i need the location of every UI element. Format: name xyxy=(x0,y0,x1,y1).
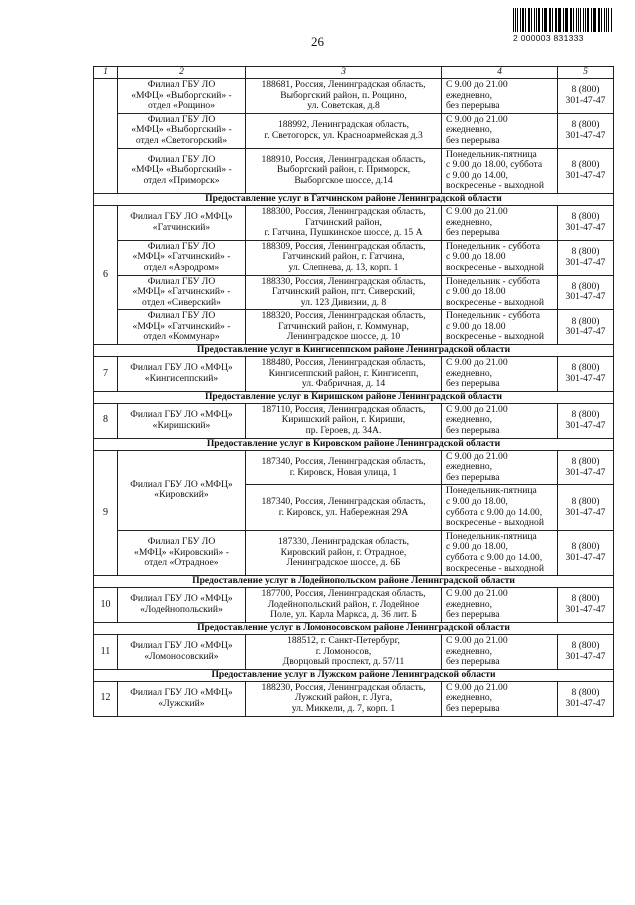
section-heading: Предоставление услуг в Кировском районе Ленинградской области xyxy=(94,438,614,450)
row-number: 8 xyxy=(94,403,118,438)
schedule xyxy=(442,240,558,275)
column-header: 3 xyxy=(246,67,442,79)
phone-line: 8 (800) xyxy=(571,211,600,223)
section-row xyxy=(94,438,614,450)
schedule-line: С 9.00 до 21.00 xyxy=(446,113,508,125)
branch-name xyxy=(118,681,246,716)
address-line: ул. Слепнева, д. 13, корп. 1 xyxy=(288,261,399,273)
address-line: Ленинградское шоссе, д. 10 xyxy=(286,331,401,343)
column-header: 4 xyxy=(442,67,558,79)
schedule xyxy=(442,357,558,392)
table-header-row xyxy=(94,67,614,79)
address-line: 188992, Ленинградская область, xyxy=(277,119,410,131)
row-number: 11 xyxy=(94,634,118,669)
branch-name-line: «Лужский» xyxy=(158,697,205,709)
address xyxy=(246,634,442,669)
table-row xyxy=(94,148,614,193)
schedule-line: С 9.00 до 21.00 xyxy=(446,634,508,646)
address xyxy=(246,530,442,575)
phone-line: 8 (800) xyxy=(571,640,600,652)
phone-line: 301-47-47 xyxy=(565,129,606,141)
address-line: Поле, ул. Карла Маркса, д. 36 лит. Б xyxy=(270,609,417,621)
row-number: 7 xyxy=(94,357,118,392)
address xyxy=(246,275,442,310)
phone-line: 8 (800) xyxy=(571,541,600,553)
phone-line: 301-47-47 xyxy=(565,604,606,616)
address-line: 188512, г. Санкт-Петербург, xyxy=(287,634,400,646)
phone xyxy=(558,681,614,716)
address-line: Кингисеппский район, г. Кингисепп, xyxy=(268,367,419,379)
address-line: г. Кировск, Новая улица, 1 xyxy=(289,466,398,478)
phone-line: 301-47-47 xyxy=(565,650,606,662)
address-line: 188300, Россия, Ленинградская область, xyxy=(261,205,426,217)
branch-name-line: «МФЦ» «Гатчинский» - xyxy=(132,320,231,332)
address xyxy=(246,485,442,530)
schedule-line: Понедельник-пятница xyxy=(446,148,537,160)
schedule-line: с 9.00 до 18.00, xyxy=(446,496,508,507)
phone xyxy=(558,113,614,148)
branch-name-line: «Кировский» xyxy=(154,489,209,501)
schedule-line: без перерыва xyxy=(446,100,500,112)
section-heading: Предоставление услуг в Гатчинском районе Ленинградской области xyxy=(94,193,614,205)
schedule-line: с 9.00 до 18.00 xyxy=(446,320,506,332)
phone-line: 301-47-47 xyxy=(565,291,606,303)
schedule-line: без перерыва xyxy=(446,609,500,621)
address-line: Выборгский район, п. Рощино, xyxy=(280,89,407,101)
branch-name-line: «МФЦ» «Выборгский» - xyxy=(131,89,232,101)
phone-line: 301-47-47 xyxy=(565,697,606,709)
schedule-line: ежедневно, xyxy=(446,124,493,136)
branch-name-line: Филиал ГБУ ЛО «МФЦ» xyxy=(130,593,233,605)
table-row xyxy=(94,403,614,438)
address-line: 187330, Ленинградская область, xyxy=(277,536,410,548)
branch-name xyxy=(118,205,246,240)
phone xyxy=(558,310,614,345)
schedule-line: без перерыва xyxy=(446,227,500,239)
phone xyxy=(558,205,614,240)
address-line: Кировский район, г. Отрадное, xyxy=(280,546,407,558)
address-line: 188910, Россия, Ленинградская область, xyxy=(261,153,426,165)
schedule xyxy=(442,450,558,485)
table-row xyxy=(94,275,614,310)
schedule-line: без перерыва xyxy=(446,425,500,437)
schedule-line: ежедневно, xyxy=(446,692,493,704)
phone xyxy=(558,634,614,669)
address-line: 188230, Россия, Ленинградская область, xyxy=(261,681,426,693)
phone xyxy=(558,403,614,438)
schedule-line: С 9.00 до 21.00 xyxy=(446,79,508,90)
column-header: 1 xyxy=(94,67,118,79)
branch-name-line: Филиал ГБУ ЛО «МФЦ» xyxy=(130,478,233,490)
schedule-line: с 9.00 до 14.00, xyxy=(446,169,508,181)
branch-name-line: «Киришский» xyxy=(152,419,211,431)
schedule xyxy=(442,79,558,114)
branch-name-line: Филиал ГБУ ЛО «МФЦ» xyxy=(130,362,233,374)
schedule-line: воскресенье - выходной xyxy=(446,562,544,574)
address-line: г. Кировск, ул. Набережная 29А xyxy=(278,506,409,518)
branch-name-line: отдел «Светогорский» xyxy=(135,134,228,146)
schedule-line: с 9.00 до 18.00, xyxy=(446,541,508,553)
address-line: 188309, Россия, Ленинградская область, xyxy=(261,240,426,252)
column-header: 2 xyxy=(118,67,246,79)
table-row xyxy=(94,357,614,392)
branch-name xyxy=(118,530,246,575)
schedule-line: без перерыва xyxy=(446,656,500,668)
address-line: ул. 123 Дивизии, д. 8 xyxy=(300,296,387,308)
schedule-line: воскресенье - выходной xyxy=(446,180,544,192)
phone-line: 301-47-47 xyxy=(565,221,606,233)
branch-name-line: Филиал ГБУ ЛО xyxy=(147,310,216,322)
address xyxy=(246,357,442,392)
address-line: пр. Героев, д. 34А. xyxy=(305,425,382,437)
branch-name-line: «Кингисеппский» xyxy=(144,372,219,384)
schedule xyxy=(442,205,558,240)
address xyxy=(246,205,442,240)
schedule-line: Понедельник-пятница xyxy=(446,485,537,497)
phone-line: 8 (800) xyxy=(571,496,600,507)
address-line: г. Светогорск, ул. Красноармейская д.3 xyxy=(264,129,423,141)
branch-name-line: Филиал ГБУ ЛО «МФЦ» xyxy=(130,687,233,699)
branch-name-line: «МФЦ» «Гатчинский» - xyxy=(132,251,231,263)
branch-name-line: Филиал ГБУ ЛО xyxy=(147,153,216,165)
schedule-line: без перерыва xyxy=(446,471,500,483)
phone-line: 8 (800) xyxy=(571,593,600,605)
address-line: Ленинградское шоссе, д. 6Б xyxy=(286,557,401,569)
branch-name-line: Филиал ГБУ ЛО xyxy=(147,536,216,548)
address-line: Гатчинский район, пгт. Сиверский, xyxy=(271,286,416,298)
schedule-line: без перерыва xyxy=(446,702,500,714)
section-row xyxy=(94,669,614,681)
address-line: г. Гатчина, Пушкинское шоссе, д. 15 А xyxy=(264,227,423,239)
row-number: 6 xyxy=(94,205,118,344)
schedule xyxy=(442,530,558,575)
address xyxy=(246,113,442,148)
phone-line: 301-47-47 xyxy=(565,326,606,338)
barcode-bars xyxy=(513,8,613,32)
barcode xyxy=(513,8,613,43)
phone-line: 301-47-47 xyxy=(565,466,606,478)
branch-name xyxy=(118,403,246,438)
branch-name-line: «Ломоносовский» xyxy=(144,650,219,662)
address xyxy=(246,240,442,275)
schedule-line: с 9.00 до 18.00, суббота xyxy=(446,159,543,171)
table-row xyxy=(94,588,614,623)
barcode-number: 2 000003 831333 xyxy=(513,33,584,43)
branch-name-line: «МФЦ» «Выборгский» - xyxy=(131,164,232,176)
address-line: ул. Фабричная, д. 14 xyxy=(301,378,386,390)
branch-name-line: «Лодейнопольский» xyxy=(140,604,223,616)
address-line: ул. Советская, д.8 xyxy=(307,100,380,112)
schedule-line: ежедневно, xyxy=(446,216,493,228)
phone xyxy=(558,148,614,193)
branch-name xyxy=(118,275,246,310)
address xyxy=(246,310,442,345)
schedule xyxy=(442,113,558,148)
schedule-line: воскресенье - выходной xyxy=(446,331,544,343)
phone-line: 301-47-47 xyxy=(565,94,606,106)
phone-line: 8 (800) xyxy=(571,362,600,374)
branch-name-line: Филиал ГБУ ЛО xyxy=(147,275,216,287)
branch-name-line: «МФЦ» «Выборгский» - xyxy=(131,124,232,136)
page-number: 26 xyxy=(311,34,324,49)
branch-name xyxy=(118,588,246,623)
schedule-line: ежедневно, xyxy=(446,598,493,610)
schedule xyxy=(442,403,558,438)
address xyxy=(246,588,442,623)
phone-line: 301-47-47 xyxy=(565,419,606,431)
branch-name-line: Филиал ГБУ ЛО «МФЦ» xyxy=(130,640,233,652)
branch-name-line: Филиал ГБУ ЛО xyxy=(147,113,216,125)
phone xyxy=(558,275,614,310)
schedule-line: ежедневно, xyxy=(446,414,493,426)
schedule xyxy=(442,634,558,669)
phone-line: 8 (800) xyxy=(571,119,600,131)
table-row xyxy=(94,240,614,275)
address-line: 188480, Россия, Ленинградская область, xyxy=(261,357,426,369)
section-heading: Предоставление услуг в Кингисеппском районе Ленинградской области xyxy=(94,345,614,357)
address-line: 187340, Россия, Ленинградская область, xyxy=(261,455,426,467)
branch-name xyxy=(118,79,246,114)
branch-name xyxy=(118,634,246,669)
branch-name-line: отдел «Отрадное» xyxy=(144,557,219,569)
column-header: 5 xyxy=(558,67,614,79)
table-row xyxy=(94,79,614,114)
schedule-line: ежедневно, xyxy=(446,367,493,379)
address xyxy=(246,681,442,716)
address xyxy=(246,148,442,193)
address-line: Гатчинский район, г. Гатчина, xyxy=(282,251,405,263)
branch-name-line: отдел «Рощино» xyxy=(147,100,215,112)
schedule-line: с 9.00 до 18.00 xyxy=(446,251,506,263)
schedule-line: ежедневно, xyxy=(446,645,493,657)
address-line: Дворцовый проспект, д. 57/11 xyxy=(282,656,405,668)
schedule-line: с 9.00 до 18.00 xyxy=(446,286,506,298)
schedule-line: С 9.00 до 21.00 xyxy=(446,588,508,600)
section-row xyxy=(94,391,614,403)
schedule-line: С 9.00 до 21.00 xyxy=(446,357,508,369)
row-number xyxy=(94,79,118,194)
branch-name xyxy=(118,240,246,275)
schedule-line: Понедельник - суббота xyxy=(446,240,541,252)
table-row xyxy=(94,310,614,345)
phone-line: 8 (800) xyxy=(571,315,600,327)
phone-line: 8 (800) xyxy=(571,246,600,258)
schedule-line: суббота с 9.00 до 14.00, xyxy=(446,551,543,563)
schedule-line: воскресенье - выходной xyxy=(446,517,544,529)
table-row xyxy=(94,634,614,669)
phone xyxy=(558,450,614,485)
address-line: 187340, Россия, Ленинградская область, xyxy=(261,496,426,507)
schedule xyxy=(442,310,558,345)
branch-name-line: Филиал ГБУ ЛО «МФЦ» xyxy=(130,409,233,421)
branch-name xyxy=(118,357,246,392)
phone xyxy=(558,530,614,575)
table-row xyxy=(94,450,614,485)
phone-line: 301-47-47 xyxy=(565,372,606,384)
phone-line: 301-47-47 xyxy=(565,169,606,181)
branch-name xyxy=(118,450,246,530)
branch-name-line: «МФЦ» «Кировский» - xyxy=(134,546,229,558)
branch-name-line: Филиал ГБУ ЛО xyxy=(147,79,216,90)
schedule-line: Понедельник-пятница xyxy=(446,530,537,542)
schedule-line: ежедневно, xyxy=(446,461,493,473)
phone-line: 8 (800) xyxy=(571,159,600,171)
address-line: Выборгский район, г. Приморск, xyxy=(276,164,411,176)
table-row xyxy=(94,681,614,716)
address-line: Лужский район, г. Луга, xyxy=(294,692,393,704)
section-heading: Предоставление услуг в Лодейнопольском районе Ленинградской области xyxy=(94,576,614,588)
address-line: 188681, Россия, Ленинградская область, xyxy=(261,79,426,90)
address-line: Лодейнопольский район, г. Лодейное xyxy=(267,598,420,610)
section-row xyxy=(94,576,614,588)
schedule xyxy=(442,148,558,193)
address xyxy=(246,403,442,438)
section-heading: Предоставление услуг в Лужском районе Ленинградской области xyxy=(94,669,614,681)
phone-line: 301-47-47 xyxy=(565,506,606,518)
phone xyxy=(558,357,614,392)
address-line: Гатчинский район, xyxy=(305,216,382,228)
phone-line: 8 (800) xyxy=(571,84,600,96)
schedule-line: воскресенье - выходной xyxy=(446,296,544,308)
address-line: 188330, Россия, Ленинградская область, xyxy=(261,275,426,287)
section-row xyxy=(94,622,614,634)
phone xyxy=(558,79,614,114)
table-row xyxy=(94,530,614,575)
schedule-line: без перерыва xyxy=(446,134,500,146)
branch-name-line: Филиал ГБУ ЛО xyxy=(147,240,216,252)
branch-name-line: Филиал ГБУ ЛО «МФЦ» xyxy=(130,211,233,223)
branch-name xyxy=(118,148,246,193)
section-row xyxy=(94,345,614,357)
phone xyxy=(558,485,614,530)
address-line: 188320, Россия, Ленинградская область, xyxy=(261,310,426,322)
schedule xyxy=(442,681,558,716)
phone-line: 8 (800) xyxy=(571,409,600,421)
schedule-line: С 9.00 до 21.00 xyxy=(446,450,508,462)
address-line: ул. Миккели, д. 7, корп. 1 xyxy=(291,702,396,714)
branch-name-line: отдел «Коммунар» xyxy=(143,331,220,343)
phone xyxy=(558,240,614,275)
schedule xyxy=(442,485,558,530)
phone-line: 8 (800) xyxy=(571,280,600,292)
branch-name-line: отдел «Приморск» xyxy=(143,175,220,187)
branch-name-line: отдел «Аэродром» xyxy=(143,261,220,273)
schedule-line: суббота с 9.00 до 14.00, xyxy=(446,506,543,518)
schedule-line: С 9.00 до 21.00 xyxy=(446,681,508,693)
address-line: Гатчинский район, г. Коммунар, xyxy=(278,320,409,332)
row-number: 9 xyxy=(94,450,118,576)
schedule-line: ежедневно, xyxy=(446,89,493,101)
section-heading: Предоставление услуг в Киришском районе Ленинградской области xyxy=(94,391,614,403)
schedule xyxy=(442,588,558,623)
schedule xyxy=(442,275,558,310)
address-line: Киришский район, г. Кириши, xyxy=(281,414,406,426)
section-heading: Предоставление услуг в Ломоносовском районе Ленинградской области xyxy=(94,622,614,634)
schedule-line: С 9.00 до 21.00 xyxy=(446,403,508,415)
schedule-line: Понедельник - суббота xyxy=(446,310,541,322)
phone-line: 301-47-47 xyxy=(565,256,606,268)
phone xyxy=(558,588,614,623)
branch-name-line: отдел «Сиверский» xyxy=(142,296,221,308)
address-line: г. Ломоносов, xyxy=(315,645,372,657)
branch-name xyxy=(118,113,246,148)
service-centers-table xyxy=(93,66,614,717)
phone-line: 8 (800) xyxy=(571,455,600,467)
address-line: 187700, Россия, Ленинградская область, xyxy=(261,588,426,600)
phone-line: 8 (800) xyxy=(571,687,600,699)
section-row xyxy=(94,193,614,205)
row-number: 10 xyxy=(94,588,118,623)
branch-name-line: «Гатчинский» xyxy=(152,221,211,233)
address xyxy=(246,79,442,114)
schedule-line: воскресенье - выходной xyxy=(446,261,544,273)
schedule-line: Понедельник - суббота xyxy=(446,275,541,287)
address-line: Выборгское шоссе, д.14 xyxy=(294,175,393,187)
branch-name xyxy=(118,310,246,345)
table-row xyxy=(94,113,614,148)
address xyxy=(246,450,442,485)
schedule-line: без перерыва xyxy=(446,378,500,390)
branch-name-line: «МФЦ» «Гатчинский» - xyxy=(132,286,231,298)
schedule-line: С 9.00 до 21.00 xyxy=(446,205,508,217)
address-line: 187110, Россия, Ленинградская область, xyxy=(261,403,426,415)
row-number: 12 xyxy=(94,681,118,716)
phone-line: 301-47-47 xyxy=(565,551,606,563)
table-row xyxy=(94,205,614,240)
